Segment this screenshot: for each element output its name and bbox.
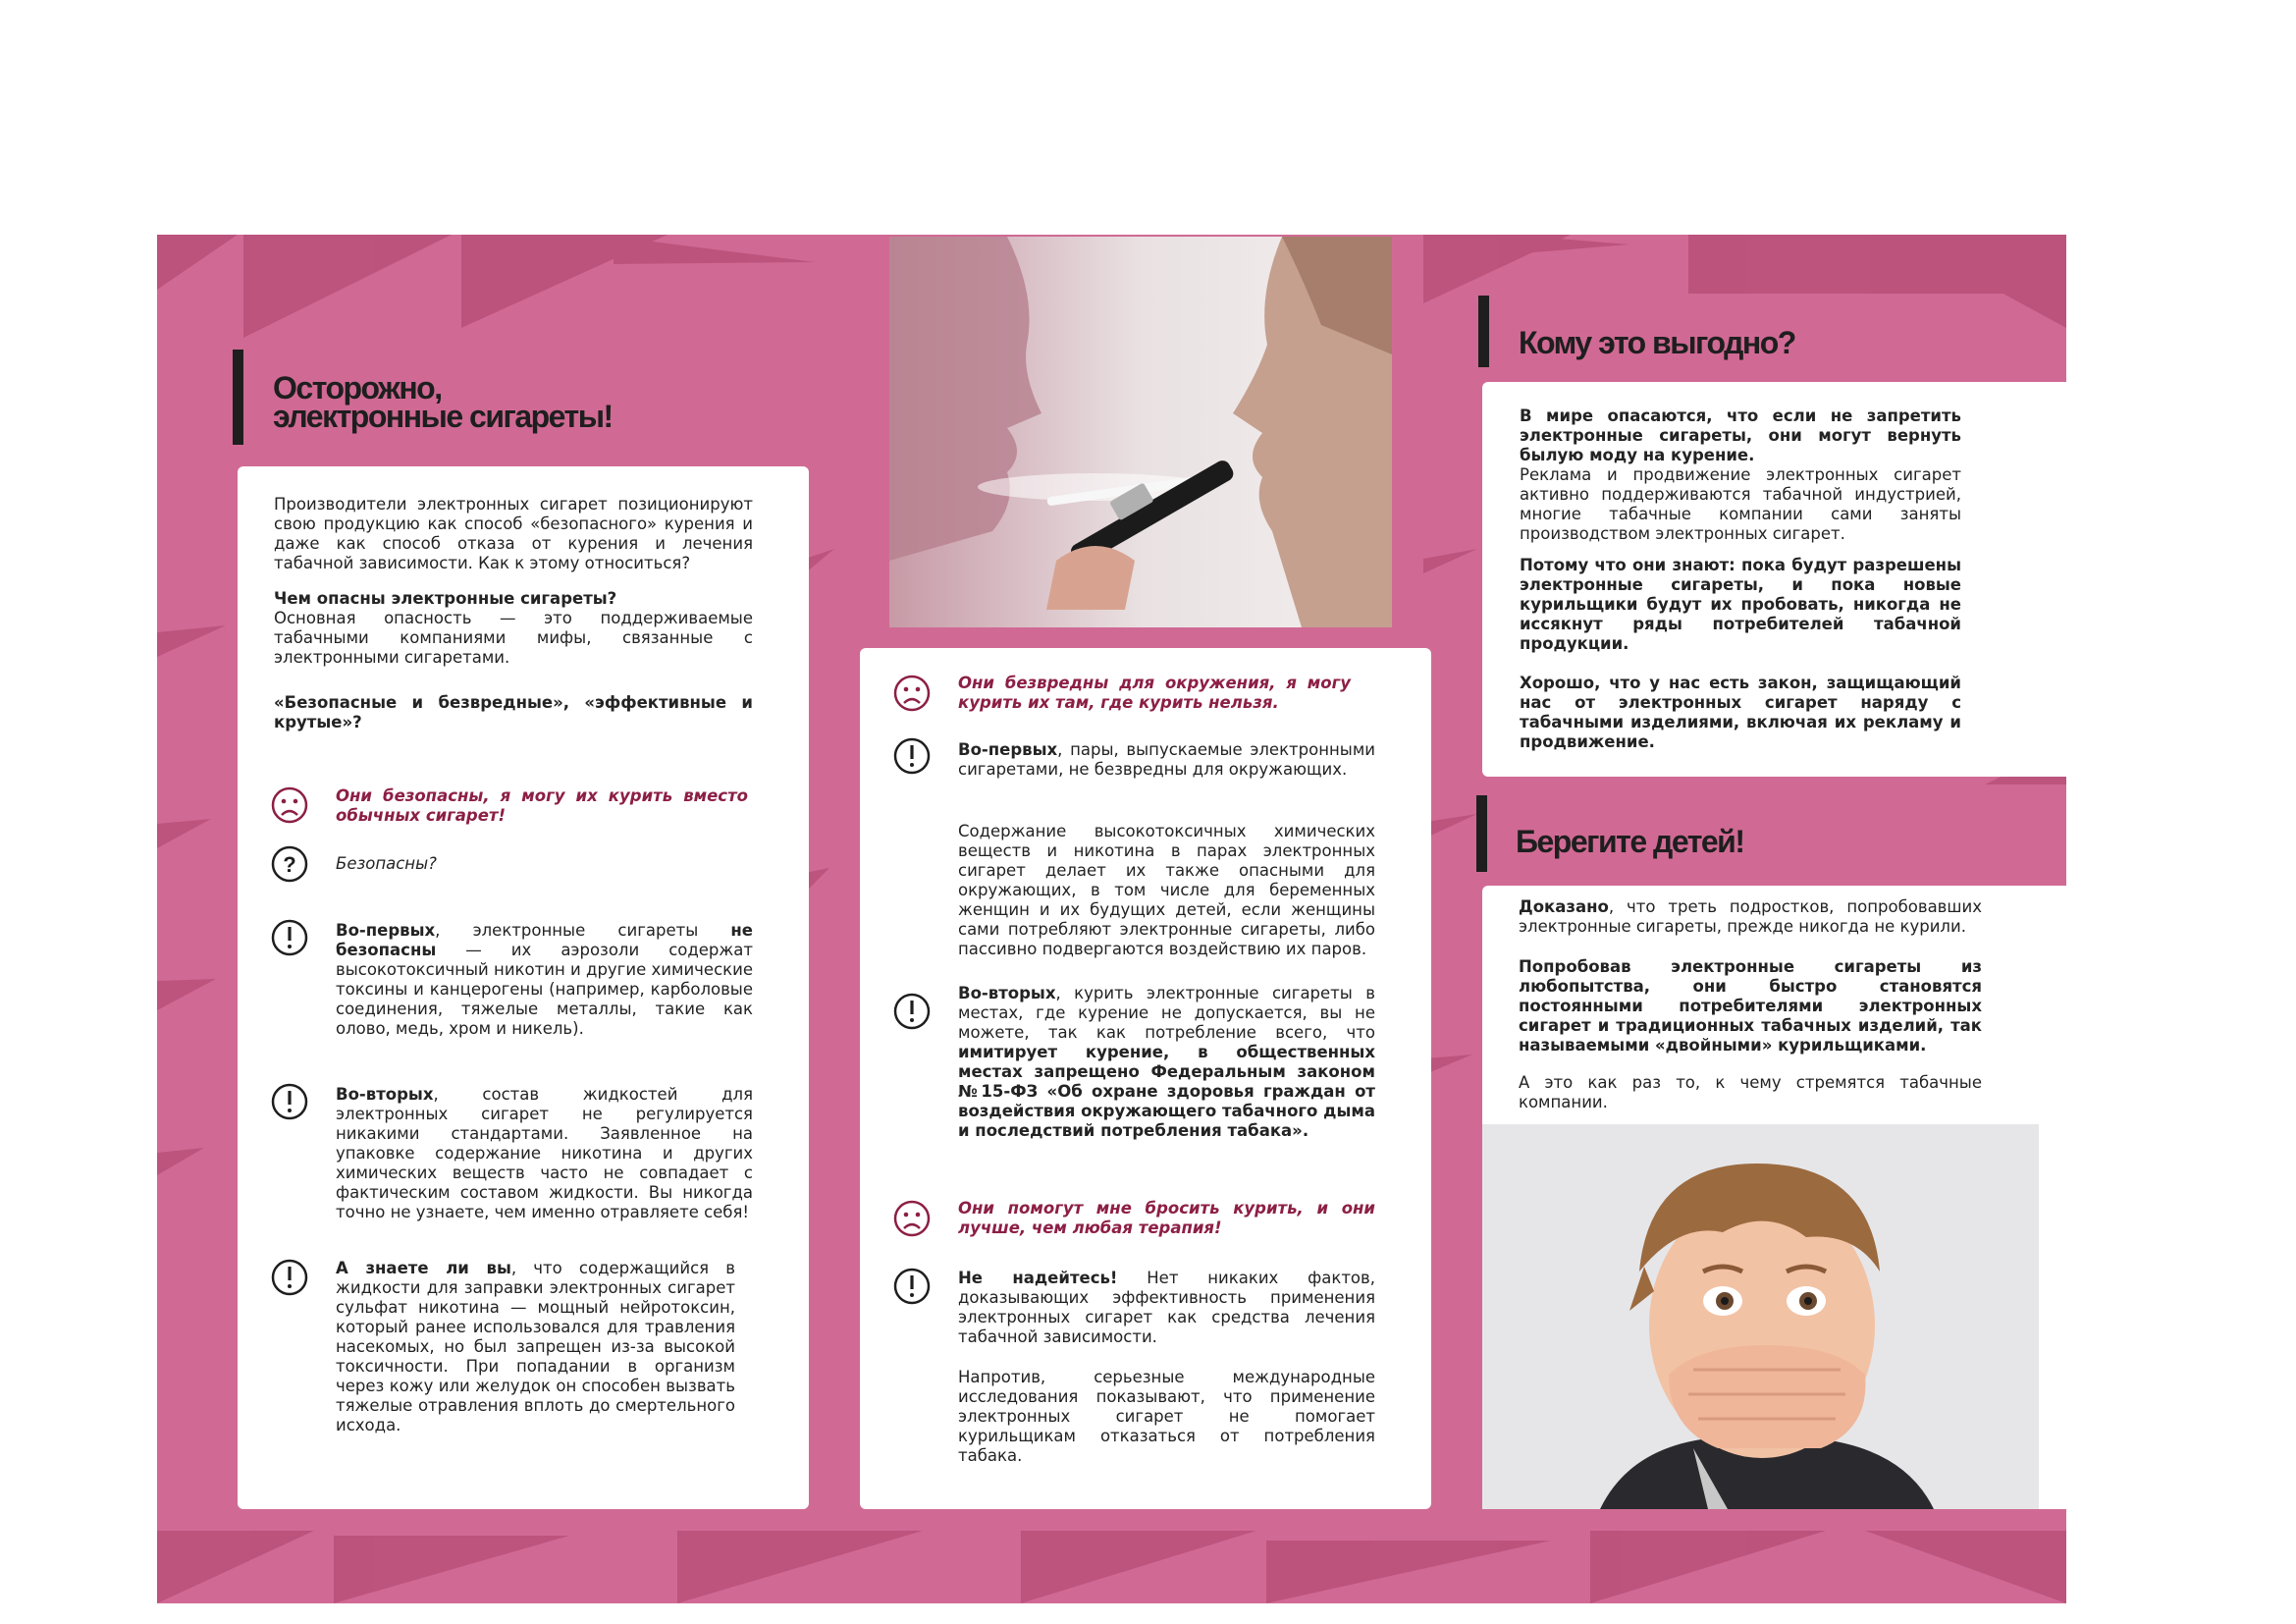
hope-point: Не надейтесь! Нет никаких фактов, доказывающих эффективность применения электронных сигарет как средства лечения табачной зависимости. [958, 1269, 1375, 1346]
because-text: Потому что они знают: пока будут разрешены электронные сигареты, и пока новые курильщики будут их пробовать, никогда не иссякнут ряды потребителей табачной продукции. [1520, 556, 1961, 653]
did-you-know: А знаете ли вы, что содержащийся в жидкости для заправки электронных сигарет сульфат никотина — мощный нейротоксин, который ранее использовался для травления насекомых, но был запрещен из-за высокой токсичности. При попадании в организм через кожу или желудок он способен вызвать тяжелые отравления вплоть до смертельного исхода. [336, 1259, 735, 1435]
benefit-card [1482, 382, 2066, 777]
second-point-law: Во-вторых, курить электронные сигареты в местах, где курение не допускается, вы не можете, так как потребление всего, что имитирует курение, в общественных местах запрещено Федеральным законом №15-ФЗ «Об охране здоровья граждан от воздействия окружающего табачного дыма и последствий потребления табака». [958, 984, 1375, 1140]
myth-2: Они безвредны для окружения, я могу курить их там, где курить нельзя. [958, 674, 1351, 712]
heading-bar [1476, 795, 1487, 872]
svg-text:?: ? [283, 852, 296, 877]
heading-bar [1478, 296, 1489, 367]
intro-text: Производители электронных сигарет позиционируют свою продукцию как способ «безопасного» курения и даже как способ отказа от курения и лечения табачной зависимости. Как к этому относиться? [274, 495, 753, 572]
sad-face-icon [892, 674, 932, 713]
question-block [274, 589, 753, 668]
aim-text: А это как раз то, к чему стремятся табачные компании. [1519, 1073, 1982, 1111]
good-law-text: Хорошо, что у нас есть закон, защищающий нас от электронных сигарет наряду с табачными изделиями, включая их рекламу и продвижение. [1520, 674, 1961, 751]
proven-text: Доказано, что треть подростков, попробовавших электронные сигареты, прежде никогда не курили. [1519, 897, 1982, 936]
exclamation-icon [270, 1082, 309, 1121]
question-text: Основная опасность — это поддерживаемые табачными компаниями мифы, связанные с электронными сигаретами. [274, 609, 753, 667]
title-line-1: Осторожно, [273, 370, 442, 406]
exclamation-icon [892, 1267, 932, 1306]
first-point: Во-первых, электронные сигареты не безопасны — их аэрозоли содержат высокотоксичный никотин и другие химические токсины и канцерогены (например, карболовые соединения, тяжелые металлы, такие как олово, медь, хром и никель). [336, 921, 753, 1038]
myths-heading: «Безопасные и безвредные», «эффективные и крутые»? [274, 693, 753, 731]
sad-face-icon [892, 1199, 932, 1238]
exclamation-icon [892, 992, 932, 1031]
middle-card [860, 648, 1431, 1509]
vaping-photo [889, 237, 1392, 627]
content-text: Содержание высокотоксичных химических веществ и никотина в парах электронных сигарет делает их также опасными для окружающих, в том числе для беременных женщин и их будущих детей, если женщины сами потребляют электронные сигареты, либо пассивно подвергаются воздействию их паров. [958, 822, 1375, 958]
second-point: Во-вторых, состав жидкостей для электронных сигарет не регулируется никакими стандартами. Заявленное на упаковке содержание никотина и других химических веществ часто не совпадает с фактическим составом жидкости. Вы никогда точно не узнаете, чем именно отравляете себя! [336, 1085, 753, 1221]
question-safe: Безопасны? [336, 854, 437, 873]
first-point-vapor: Во-первых, пары, выпускаемые электронными сигаретами, не безвредны для окружающих. [958, 740, 1375, 779]
brochure-spread [157, 235, 2066, 1603]
question-icon [270, 844, 309, 884]
exclamation-icon [270, 1258, 309, 1297]
exclamation-icon [892, 736, 932, 776]
try-text: Попробовав электронные сигареты из любопытства, они быстро становятся постоянными потребителями электронных сигарет и традиционных табачных изделий, так называемыми «двойными» курильщиками. [1519, 957, 1982, 1055]
left-card [238, 466, 809, 1509]
kids-card [1482, 886, 2066, 1509]
contrary-text: Напротив, серьезные международные исследования показывают, что применение электронных сигарет не помогает курильщикам отказаться от потребления табака. [958, 1368, 1375, 1465]
question-heading: Чем опасны электронные сигареты? [274, 589, 617, 608]
myth-3: Они помогут мне бросить курить, и они лучше, чем любая терапия! [958, 1199, 1375, 1237]
benefit-title: Кому это выгодно? [1519, 325, 1795, 360]
benefit-text: В мире опасаются, что если не запретить электронные сигареты, они могут вернуть былую моду на курение. Реклама и продвижение электронных сигарет активно поддерживаются табачной индустрией, многие табачные компании сами заняты производством электронных сигарет. [1520, 406, 1961, 543]
heading-bar [233, 350, 243, 445]
myth-1: Они безопасны, я могу их курить вместо обычных сигарет! [336, 786, 748, 825]
exclamation-icon [270, 918, 309, 957]
page-title [273, 370, 613, 434]
sad-face-icon [270, 785, 309, 825]
kids-title: Берегите детей! [1516, 824, 1744, 859]
title-line-2: электронные сигареты! [273, 399, 613, 434]
child-photo [1482, 1124, 2039, 1509]
